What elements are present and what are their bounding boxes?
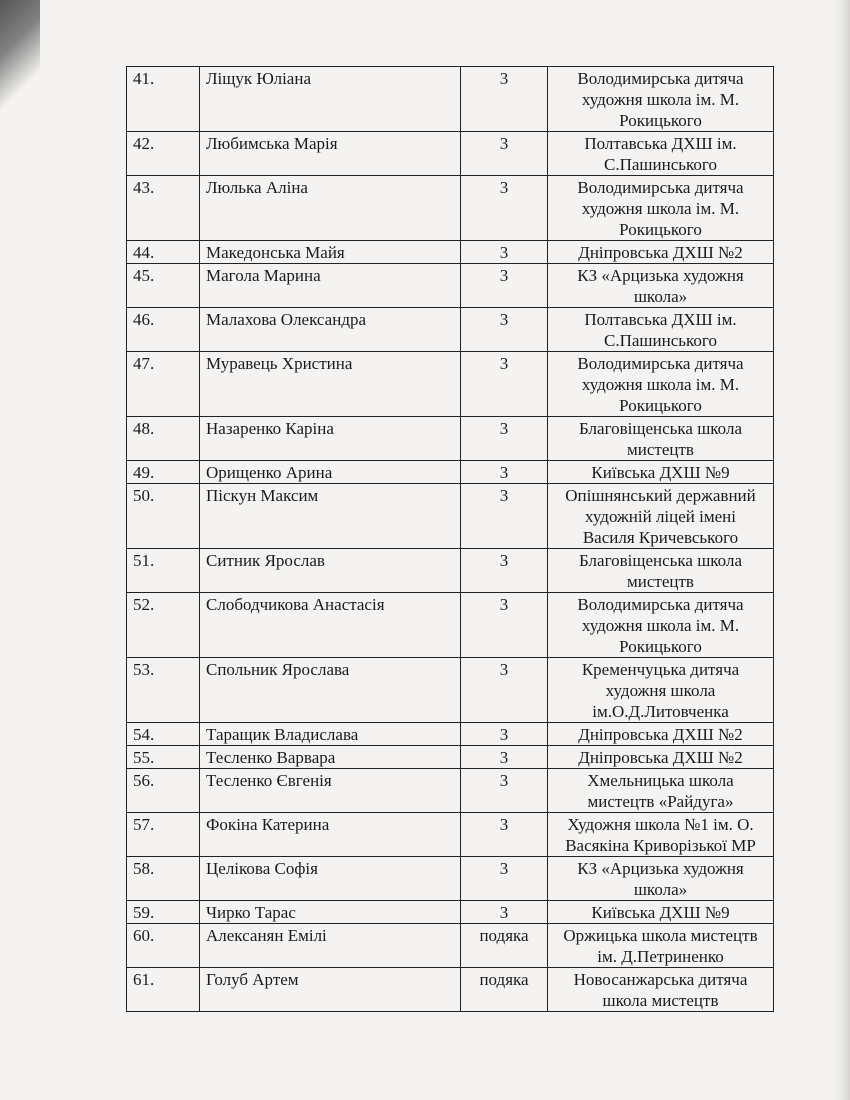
- table-row: [127, 924, 774, 968]
- table-row: [127, 352, 774, 417]
- row-number: 59.: [127, 901, 200, 924]
- row-number: 56.: [127, 769, 200, 813]
- place-value: подяка: [461, 924, 548, 968]
- place-value: 3: [461, 723, 548, 746]
- row-number: 54.: [127, 723, 200, 746]
- participant-name: Слободчикова Анастасія: [200, 593, 461, 658]
- row-number: 48.: [127, 417, 200, 461]
- table-row: [127, 549, 774, 593]
- place-value: 3: [461, 484, 548, 549]
- participant-name: Целікова Софія: [200, 857, 461, 901]
- row-number: 50.: [127, 484, 200, 549]
- row-number: 45.: [127, 264, 200, 308]
- table-row: [127, 417, 774, 461]
- school-name: Київська ДХШ №9: [548, 461, 774, 484]
- school-name: Оржицька школа мистецтв ім. Д.Петриненко: [548, 924, 774, 968]
- place-value: 3: [461, 308, 548, 352]
- place-value: 3: [461, 857, 548, 901]
- page-edge-shadow: [832, 0, 850, 1100]
- place-value: 3: [461, 241, 548, 264]
- school-name: Хмельницька школа мистецтв «Райдуга»: [548, 769, 774, 813]
- table-row: [127, 658, 774, 723]
- school-name: Дніпровська ДХШ №2: [548, 241, 774, 264]
- row-number: 41.: [127, 67, 200, 132]
- place-value: 3: [461, 746, 548, 769]
- participant-name: Малахова Олександра: [200, 308, 461, 352]
- row-number: 51.: [127, 549, 200, 593]
- row-number: 58.: [127, 857, 200, 901]
- row-number: 57.: [127, 813, 200, 857]
- row-number: 49.: [127, 461, 200, 484]
- school-name: Полтавська ДХШ ім. С.Пашинського: [548, 132, 774, 176]
- school-name: Полтавська ДХШ ім. С.Пашинського: [548, 308, 774, 352]
- participant-name: Орищенко Арина: [200, 461, 461, 484]
- place-value: 3: [461, 549, 548, 593]
- place-value: 3: [461, 176, 548, 241]
- school-name: Благовіщенська школа мистецтв: [548, 549, 774, 593]
- table-row: [127, 176, 774, 241]
- place-value: 3: [461, 658, 548, 723]
- place-value: 3: [461, 593, 548, 658]
- place-value: 3: [461, 901, 548, 924]
- participant-name: Чирко Тарас: [200, 901, 461, 924]
- results-table-container: [126, 66, 774, 1012]
- school-name: КЗ «Арцизька художня школа»: [548, 857, 774, 901]
- school-name: Новосанжарська дитяча школа мистецтв: [548, 968, 774, 1012]
- participant-name: Магола Марина: [200, 264, 461, 308]
- participant-name: Тесленко Варвара: [200, 746, 461, 769]
- place-value: 3: [461, 461, 548, 484]
- table-row: [127, 813, 774, 857]
- results-table: [126, 66, 774, 1012]
- row-number: 53.: [127, 658, 200, 723]
- participant-name: Люлька Аліна: [200, 176, 461, 241]
- row-number: 44.: [127, 241, 200, 264]
- school-name: КЗ «Арцизька художня школа»: [548, 264, 774, 308]
- results-table-body: [127, 67, 774, 1012]
- school-name: Володимирська дитяча художня школа ім. М. Рокицького: [548, 176, 774, 241]
- place-value: подяка: [461, 968, 548, 1012]
- row-number: 47.: [127, 352, 200, 417]
- participant-name: Ситник Ярослав: [200, 549, 461, 593]
- school-name: Кременчуцька дитяча художня школа ім.О.Д.Литовченка: [548, 658, 774, 723]
- school-name: Володимирська дитяча художня школа ім. М. Рокицького: [548, 593, 774, 658]
- table-row: [127, 593, 774, 658]
- place-value: 3: [461, 813, 548, 857]
- participant-name: Алексанян Емілі: [200, 924, 461, 968]
- table-row: [127, 308, 774, 352]
- table-row: [127, 769, 774, 813]
- participant-name: Таращик Владислава: [200, 723, 461, 746]
- row-number: 55.: [127, 746, 200, 769]
- place-value: 3: [461, 769, 548, 813]
- place-value: 3: [461, 264, 548, 308]
- participant-name: Македонська Майя: [200, 241, 461, 264]
- participant-name: Любимська Марія: [200, 132, 461, 176]
- place-value: 3: [461, 417, 548, 461]
- row-number: 43.: [127, 176, 200, 241]
- school-name: Благовіщенська школа мистецтв: [548, 417, 774, 461]
- row-number: 60.: [127, 924, 200, 968]
- participant-name: Піскун Максим: [200, 484, 461, 549]
- table-row: [127, 132, 774, 176]
- participant-name: Назаренко Каріна: [200, 417, 461, 461]
- school-name: Володимирська дитяча художня школа ім. М. Рокицького: [548, 352, 774, 417]
- table-row: [127, 461, 774, 484]
- participant-name: Ліщук Юліана: [200, 67, 461, 132]
- place-value: 3: [461, 132, 548, 176]
- row-number: 61.: [127, 968, 200, 1012]
- school-name: Дніпровська ДХШ №2: [548, 746, 774, 769]
- table-row: [127, 264, 774, 308]
- page-corner-shadow: [0, 0, 40, 120]
- participant-name: Спольник Ярослава: [200, 658, 461, 723]
- participant-name: Тесленко Євгенія: [200, 769, 461, 813]
- table-row: [127, 67, 774, 132]
- school-name: Опішнянський державний художній ліцей імені Василя Кричевського: [548, 484, 774, 549]
- table-row: [127, 746, 774, 769]
- table-row: [127, 857, 774, 901]
- table-row: [127, 901, 774, 924]
- place-value: 3: [461, 352, 548, 417]
- row-number: 46.: [127, 308, 200, 352]
- row-number: 52.: [127, 593, 200, 658]
- participant-name: Фокіна Катерина: [200, 813, 461, 857]
- school-name: Київська ДХШ №9: [548, 901, 774, 924]
- school-name: Володимирська дитяча художня школа ім. М. Рокицького: [548, 67, 774, 132]
- table-row: [127, 484, 774, 549]
- participant-name: Голуб Артем: [200, 968, 461, 1012]
- participant-name: Муравець Христина: [200, 352, 461, 417]
- school-name: Дніпровська ДХШ №2: [548, 723, 774, 746]
- school-name: Художня школа №1 ім. О. Васякіна Криворізької МР: [548, 813, 774, 857]
- table-row: [127, 241, 774, 264]
- place-value: 3: [461, 67, 548, 132]
- table-row: [127, 723, 774, 746]
- row-number: 42.: [127, 132, 200, 176]
- table-row: [127, 968, 774, 1012]
